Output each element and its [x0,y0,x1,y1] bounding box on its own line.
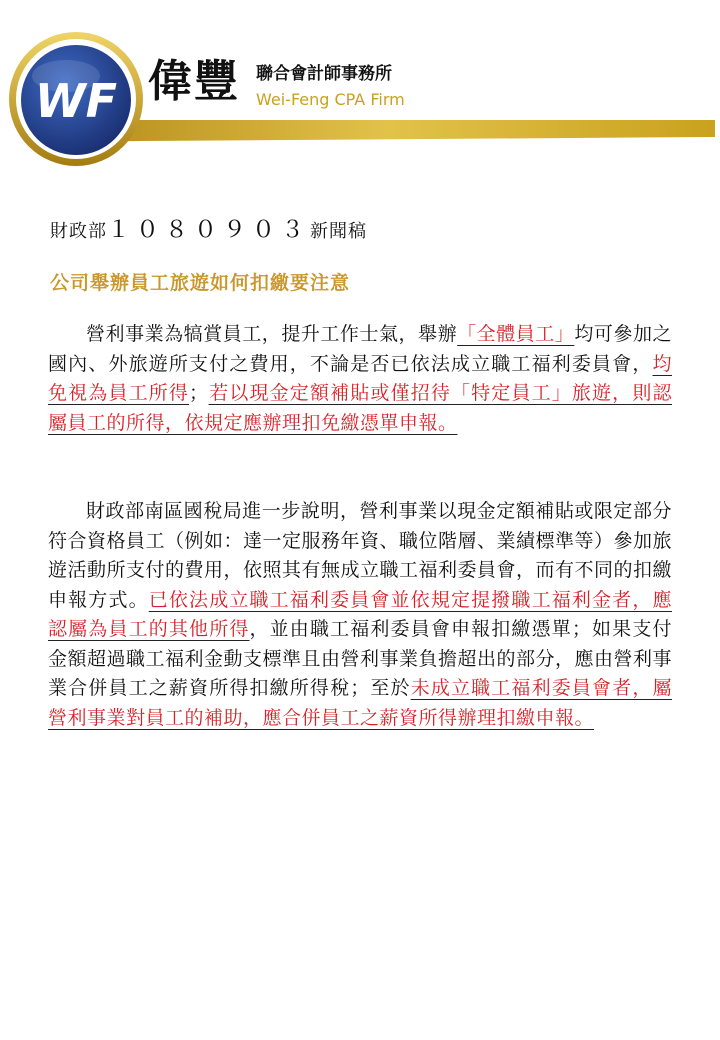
highlight-not-income: 均免視為員工所得 [48,352,672,404]
gold-band [60,120,715,141]
brand-subtitle: 聯合會計師事務所 [256,64,392,84]
highlight-specific-staff: 若以現金定額補貼或僅招待「特定員工」旅遊，則認屬員工的所得，依規定應辦理扣免繳憑單申報。 [48,382,672,434]
headline: 公司舉辦員工旅遊如何扣繳要注意 [50,272,351,294]
brand-name-cn: 偉豐 [148,56,240,107]
paragraph-1: 營利事業為犒賞員工，提升工作士氣，舉辦「全體員工」均可參加之國內、外旅遊所支付之費用，不論是否已依法成立職工福利委員會，均免視為員工所得；若以現金定額補貼或僅招待「特定員工」旅遊，則認屬員工的所得，依規定應辦理扣免繳憑單申報。 [48,323,672,434]
title-date: １０８０９０３ [107,217,310,243]
paragraph-2: 財政部南區國稅局進一步說明，營利事業以現金定額補貼或限定部分符合資格員工（例如：達一定服務年資、職位階層、業績標準等）參加旅遊活動所支付的費用，依照其有無成立職工福利委員會，而有不同的扣繳申報方式。已依法成立職工福利委員會並依規定提撥職工福利金者，應認屬為員工的其他所得，並由職工福利委員會申報扣繳憑單；如果支付金額超過職工福利金動支標準且由營利事業負擔超出的部分，應由營利事業合併員工之薪資所得扣繳所得稅；至於未成立職工福利委員會者，屬營利事業對員工的補助，應合併員工之薪資所得辦理扣繳申報。 [48,500,673,729]
title-prefix: 財政部 [50,221,107,242]
brand-name-en: Wei-Feng CPA Firm [256,90,405,109]
highlight-welfare-committee: 已依法成立職工福利委員會並依規定提撥職工福利金者，應認屬為員工的其他所得 [48,588,672,640]
highlight-no-committee: 未成立職工福利委員會者，屬營利事業對員工的補助，應合併員工之薪資所得辦理扣繳申報。 [48,677,672,729]
letterhead [0,0,720,180]
logo-text: WF [34,74,118,128]
highlight-all-staff: 「全體員工」 [457,323,575,345]
title-suffix: 新聞稿 [310,221,367,242]
document-title [50,211,367,244]
